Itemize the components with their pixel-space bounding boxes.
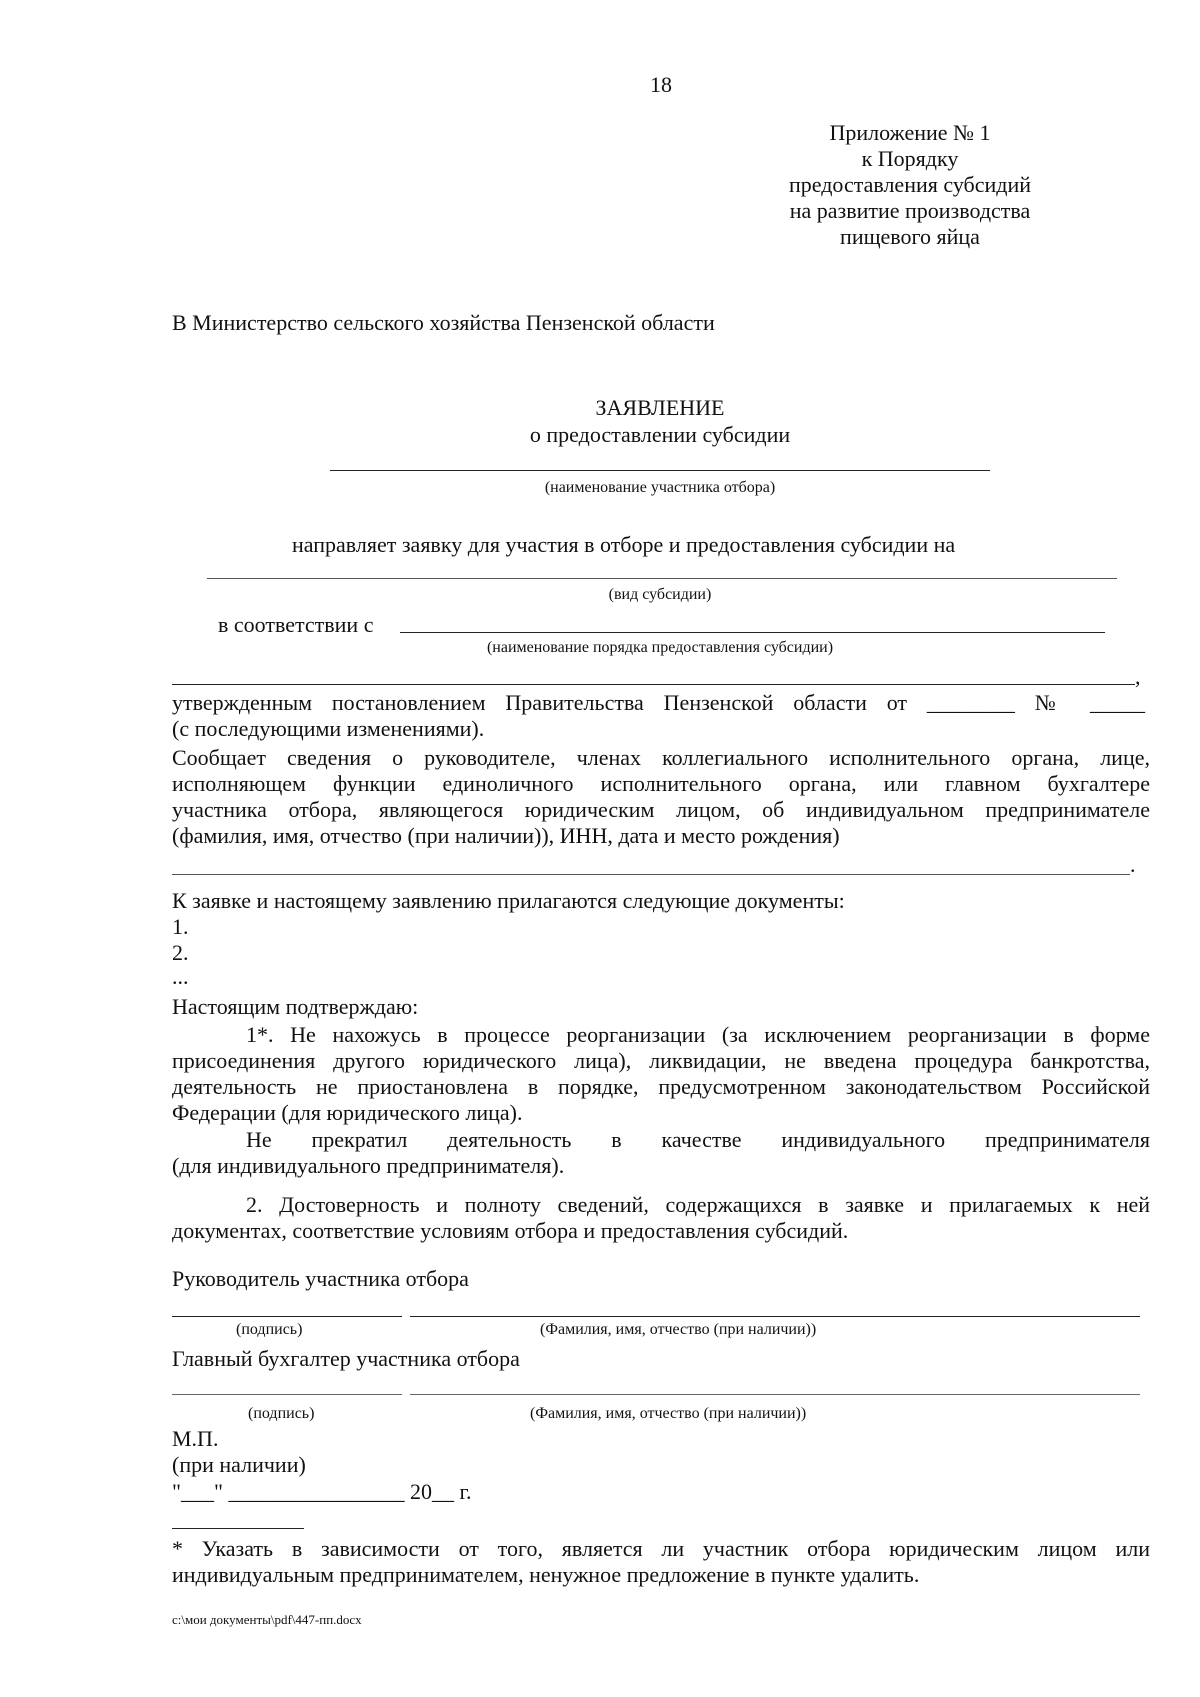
info-fill-line xyxy=(172,874,1130,875)
addressee: В Министерство сельского хозяйства Пензенской области xyxy=(172,310,715,335)
file-path: c:\мои документы\pdf\447-пп.docx xyxy=(172,1612,362,1627)
procedure-caption: (наименование порядка предоставления субсидии) xyxy=(486,639,834,656)
page-number: 18 xyxy=(650,72,672,97)
stamp-note: (при наличии) xyxy=(172,1452,306,1477)
subsidy-type-caption: (вид субсидии) xyxy=(608,586,712,603)
point-1b xyxy=(172,1127,1150,1179)
head-fio-line xyxy=(410,1316,1140,1317)
appendix-line: на развитие производства xyxy=(789,198,1031,223)
point-1-line: деятельность не приостановлена в порядке, предусмотренном законодательством Российской xyxy=(172,1074,1150,1099)
appendix-block xyxy=(745,120,1075,250)
participant-caption: (наименование участника отбора) xyxy=(544,479,776,496)
point-1 xyxy=(172,1022,1150,1126)
procedure-name-line xyxy=(400,632,1105,633)
fio-caption: (Фамилия, имя, отчество (при наличии)) xyxy=(540,1321,817,1338)
footnote-line: * Указать в зависимости от того, является ли участник отбора юридическим лицом или xyxy=(172,1536,1150,1561)
point-1b-line: (для индивидуального предпринимателя). xyxy=(172,1153,565,1178)
point-1-line: 1*. Не нахожусь в процессе реорганизации (за исключением реорганизации в форме xyxy=(246,1022,1150,1047)
footnote-separator xyxy=(172,1528,304,1529)
procedure-continuation-line xyxy=(172,684,1135,685)
document-subtitle: о предоставлении субсидии xyxy=(529,422,791,447)
accountant-signature-line xyxy=(172,1394,402,1395)
attachment-item: ... xyxy=(172,964,189,989)
stamp-label: М.П. xyxy=(172,1426,219,1451)
point-1-line: Федерации (для юридического лица). xyxy=(172,1100,523,1125)
attachment-item: 1. xyxy=(172,914,189,939)
signature-caption: (подпись) xyxy=(248,1405,315,1422)
attachments-intro: К заявке и настоящему заявлению прилагаются следующие документы: xyxy=(172,888,845,913)
document-title: ЗАЯВЛЕНИЕ xyxy=(595,395,725,420)
point-2 xyxy=(172,1192,1150,1244)
appendix-line: Приложение № 1 xyxy=(829,120,991,145)
date-line: "___" ________________ 20__ г. xyxy=(172,1479,472,1504)
confirm-intro: Настоящим подтверждаю: xyxy=(172,994,419,1019)
footnote xyxy=(172,1536,1150,1588)
appendix-line: пищевого яйца xyxy=(840,224,980,249)
appendix-line: к Порядку xyxy=(861,146,959,171)
amendments-text: (с последующими изменениями). xyxy=(172,716,485,741)
participant-name-line xyxy=(330,470,990,471)
comma: , xyxy=(1135,664,1141,689)
accountant-fio-line xyxy=(410,1394,1140,1395)
sends-request-text: направляет заявку для участия в отборе и предоставления субсидии на xyxy=(292,532,956,557)
info-line: Сообщает сведения о руководителе, членах коллегиального исполнительного органа, лице, xyxy=(172,745,1150,770)
footnote-line: индивидуальным предпринимателем, ненужное предложение в пункте удалить. xyxy=(172,1562,920,1587)
head-signature-line xyxy=(172,1316,402,1317)
point-2-line: документах, соответствие условиям отбора и предоставления субсидий. xyxy=(172,1218,849,1243)
appendix-line: предоставления субсидий xyxy=(788,172,1032,197)
attachment-item: 2. xyxy=(172,940,189,965)
point-1-line: присоединения другого юридического лица), ликвидации, не введена процедура банкротства, xyxy=(172,1048,1150,1073)
approved-line: утвержденным постановлением Правительства Пензенской области от ________ № _____ xyxy=(172,690,1145,715)
in-accordance-text: в соответствии с xyxy=(218,612,374,637)
point-1b-line: Не прекратил деятельность в качестве индивидуального предпринимателя xyxy=(246,1127,1150,1152)
info-paragraph xyxy=(172,745,1150,849)
fio-caption: (Фамилия, имя, отчество (при наличии)) xyxy=(530,1405,807,1422)
info-line: участника отбора, являющегося юридическим лицом, об индивидуальном предпринимателе xyxy=(172,797,1150,822)
accountant-label: Главный бухгалтер участника отбора xyxy=(172,1346,520,1371)
period: . xyxy=(1130,852,1136,877)
signature-caption: (подпись) xyxy=(236,1321,303,1338)
subsidy-type-line xyxy=(207,578,1117,579)
info-line: (фамилия, имя, отчество (при наличии)), ИНН, дата и место рождения) xyxy=(172,823,840,848)
info-line: исполняющем функции единоличного исполнительного органа, или главном бухгалтере xyxy=(172,771,1150,796)
head-label: Руководитель участника отбора xyxy=(172,1266,469,1291)
point-2-line: 2. Достоверность и полноту сведений, содержащихся в заявке и прилагаемых к ней xyxy=(246,1192,1150,1217)
